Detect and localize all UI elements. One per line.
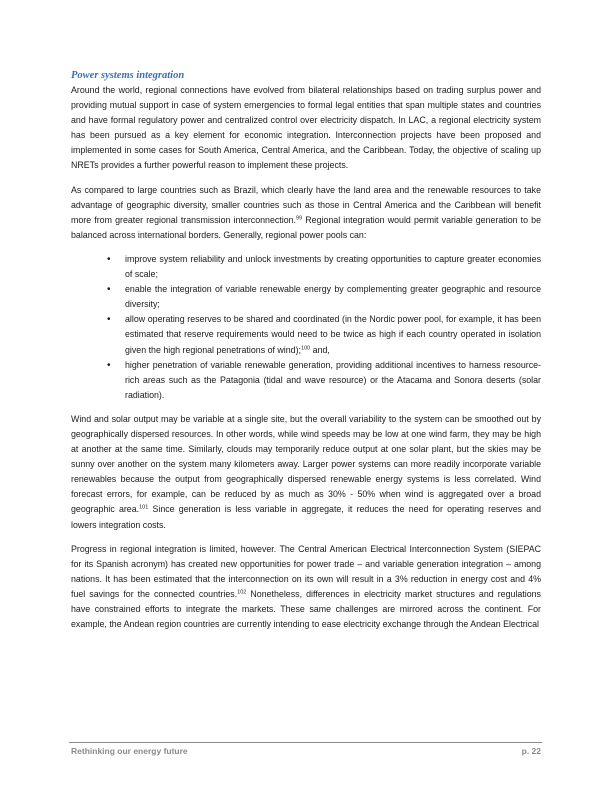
bullet-icon: • <box>107 314 111 326</box>
section-heading: Power systems integration <box>71 70 185 81</box>
list-item-text: enable the integration of variable renewable energy by complementing greater geographic and resource diversity; <box>125 284 541 310</box>
bullet-list <box>71 252 541 403</box>
footnote-ref-102: 102 <box>237 589 247 596</box>
document-body <box>71 68 541 641</box>
footnote-ref-101: 101 <box>139 504 149 511</box>
footnote-ref-99: 99 <box>296 215 303 222</box>
list-item <box>71 252 541 282</box>
paragraph-1-text: Around the world, regional connections have evolved from bilateral relationships based on trading surplus power and providing mutual support in case of system emergencies to formal legal entities that span multiple states and countries and have formal regulatory power and centralized control over electricity dispatch. In LAC, a regional electricity system has been pursued as a key element for economic integration. Interconnection projects have been proposed and implemented in some cases for South America, Central America, and the Caribbean. Today, the objective of scaling up NRETs provides a further powerful reason to implement these projects. <box>71 85 541 171</box>
list-item-text: higher penetration of variable renewable generation, providing additional incentives to harness resource-rich areas such as the Patagonia (tidal and wave resource) or the Atacama and Sonora deserts (solar radiation). <box>125 359 541 400</box>
paragraph-1 <box>71 83 541 174</box>
list-item-text: improve system reliability and unlock investments by creating opportunities to capture greater economies of scale; <box>125 253 541 280</box>
list-item <box>71 312 541 357</box>
bullet-icon: • <box>107 284 111 296</box>
paragraph-3-text-a: Wind and solar output may be variable at a single site, but the overall variability to the system can be smoothed out by geographically dispersed resources. In other words, while wind speeds may be low at one wind farm, they may be high at another at the same time. Similarly, clouds may temporarily reduce output at one solar plant, but the skies may be sunny over another on the system many kilometers away. Larger power systems can more readily incorporate variable renewables because the output from geographically dispersed renewable energy systems is less correlated. Wind forecast errors, for example, can be reduced by as much as 30% - 50% when wind is aggregated over a broad geographic area. <box>71 413 541 515</box>
paragraph-4 <box>71 542 541 633</box>
list-item-text: allow operating reserves to be shared and coordinated (in the Nordic power pool, for example, it has been estimated that reserve requirements would need to be twice as high if each country operated in isolation given the high regional penetrations of wind); <box>125 314 541 355</box>
paragraph-3-text-b: Since generation is less variable in aggregate, it reduces the need for operating reserves and lowers integration costs. <box>71 504 541 530</box>
footer-title: Rethinking our energy future <box>71 746 188 756</box>
list-item-tail: and, <box>310 344 330 355</box>
footnote-ref-100: 100 <box>301 345 311 351</box>
page-number: p. 22 <box>521 746 541 756</box>
paragraph-3 <box>71 412 541 533</box>
paragraph-2-text-a: As compared to large countries such as Brazil, which clearly have the land area and the renewable resources to take advantage of geographic diversity, smaller countries such as those in Central America and the Caribbean will benefit more from greater regional transmission interconnection. <box>71 184 541 225</box>
list-item <box>71 282 541 312</box>
paragraph-4-text-a: Progress in regional integration is limited, however. The Central American Electrical Interconnection System (SIEPAC for its Spanish acronym) has created new opportunities for power trade – and variable generation integration – among nations. It has been estimated that the interconnection on its own will result in a 3% reduction in energy cost and 4% fuel savings for the connected countries. <box>71 543 541 599</box>
bullet-icon: • <box>107 359 111 371</box>
bullet-icon: • <box>107 253 111 265</box>
paragraph-4-text-b: Nonetheless, differences in electricity market structures and regulations have constrained efforts to integrate the markets. These same challenges are mirrored across the continent. For example, the Andean region countries are currently intending to ease electricity exchange through the Andean Electrical <box>71 588 541 630</box>
list-item <box>71 358 541 403</box>
paragraph-2 <box>71 183 541 243</box>
footer-divider <box>69 742 542 743</box>
paragraph-2-text-b: Regional integration would permit variable generation to be balanced across international borders. Generally, regional power pools can: <box>71 214 541 240</box>
